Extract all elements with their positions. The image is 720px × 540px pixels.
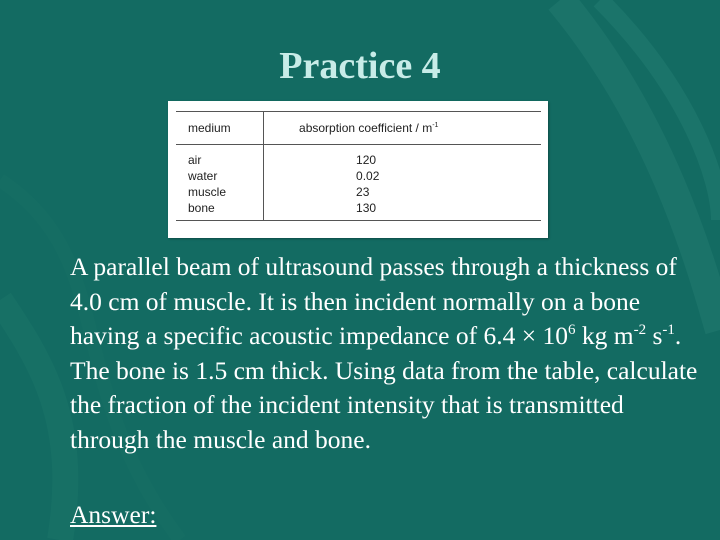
header-medium: medium (176, 112, 264, 145)
exponent-minus-1: -1 (662, 322, 675, 338)
coefficient-cell: 23 (264, 184, 541, 200)
table-row (176, 168, 541, 184)
exponent-minus-2: -2 (633, 322, 647, 338)
exponent-6: 6 (568, 322, 576, 338)
coefficient-cell: 130 (264, 200, 541, 221)
medium-cell: water (188, 169, 218, 183)
question-part-1: A parallel beam of ultrasound passes through a thickness of 4.0 cm of muscle. It is then incident normally on a bone having a specific acoustic impedance of 6.4 × 10 (70, 252, 677, 350)
header-coeff-exponent: -1 (432, 122, 439, 129)
table-header-row (176, 112, 541, 145)
question-text (70, 250, 700, 457)
question-part-2: kg m (575, 321, 634, 350)
medium-cell: bone (176, 200, 264, 221)
header-absorption-coefficient (264, 112, 541, 145)
medium-cell: muscle (188, 185, 227, 199)
question-part-4: . The bone is 1.5 cm thick. Using data from the table, calculate the fraction of the incident intensity that is transmitted through the muscle and bone. (70, 321, 698, 454)
slide-title: Practice 4 (279, 45, 441, 87)
absorption-table-image (168, 101, 548, 238)
coefficient-cell: 0.02 (264, 168, 541, 184)
table-row (176, 184, 541, 200)
medium-cell: air (188, 153, 202, 167)
absorption-table (176, 111, 541, 221)
coefficient-cell: 120 (264, 145, 541, 169)
table-row (176, 145, 541, 169)
question-part-3: s (646, 321, 663, 350)
table-row (176, 200, 541, 221)
answer-label: Answer: (70, 500, 157, 529)
header-coeff-label: absorption coefficient / m (299, 121, 433, 135)
